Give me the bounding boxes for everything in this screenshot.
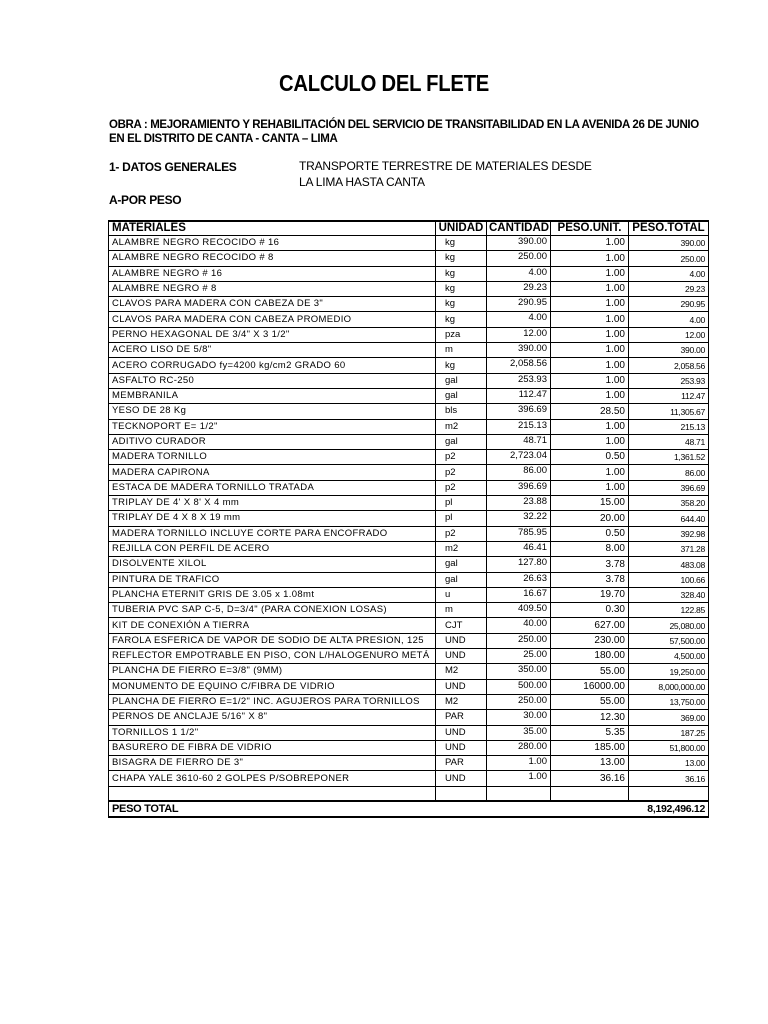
- cell-peso-total: 48.71: [629, 434, 709, 449]
- cell-cantidad: 32.22: [487, 511, 551, 526]
- cell-cantidad: 48.71: [487, 434, 551, 449]
- cell-peso-unit: 13.00: [551, 756, 629, 771]
- cell-material: DISOLVENTE XILOL: [109, 557, 436, 572]
- cell-peso-unit: 55.00: [551, 694, 629, 709]
- cell-peso-total: 250.00: [629, 251, 709, 266]
- cell-peso-total: 483.08: [629, 557, 709, 572]
- cell-unidad: PAR: [436, 710, 487, 725]
- cell-peso-unit: 1.00: [551, 480, 629, 495]
- cell-material: PINTURA DE TRAFICO: [109, 572, 436, 587]
- cell-cantidad: 12.00: [487, 327, 551, 342]
- cell-unidad: u: [436, 587, 487, 602]
- total-value: 8,192,496.12: [629, 801, 709, 817]
- cell-peso-total: 19,250.00: [629, 664, 709, 679]
- cell-unidad: p2: [436, 465, 487, 480]
- table-row: [109, 618, 709, 633]
- table-row: [109, 388, 709, 403]
- cell-unidad: kg: [436, 251, 487, 266]
- cell-peso-total: 100.66: [629, 572, 709, 587]
- cell-cantidad: 500.00: [487, 679, 551, 694]
- cell-peso-total: 253.93: [629, 373, 709, 388]
- table-row: [109, 373, 709, 388]
- cell-peso-total: 4.00: [629, 312, 709, 327]
- cell-unidad: m: [436, 603, 487, 618]
- cell-peso-total: 51,800.00: [629, 740, 709, 755]
- cell-peso-unit: 15.00: [551, 496, 629, 511]
- cell-material: PLANCHA DE FIERRO E=3/8" (9MM): [109, 664, 436, 679]
- table-row: [109, 572, 709, 587]
- cell-unidad: kg: [436, 358, 487, 373]
- cell-peso-unit: 36.16: [551, 771, 629, 786]
- cell-cantidad: 4.00: [487, 312, 551, 327]
- cell-cantidad: 250.00: [487, 694, 551, 709]
- cell-peso-total: 371.28: [629, 541, 709, 556]
- cell-cantidad: 2,723.04: [487, 450, 551, 465]
- cell-cantidad: 253.93: [487, 373, 551, 388]
- table-row: [109, 710, 709, 725]
- cell-unidad: p2: [436, 480, 487, 495]
- cell-peso-unit: 1.00: [551, 388, 629, 403]
- table-row: [109, 541, 709, 556]
- cell-material: ALAMBRE NEGRO # 8: [109, 281, 436, 296]
- cell-peso-unit: 1.00: [551, 236, 629, 251]
- empty-cell: [551, 786, 629, 801]
- cell-material: YESO DE 28 Kg: [109, 404, 436, 419]
- cell-material: ALAMBRE NEGRO # 16: [109, 266, 436, 281]
- cell-material: CHAPA YALE 3610-60 2 GOLPES P/SOBREPONER: [109, 771, 436, 786]
- table-row: [109, 496, 709, 511]
- cell-material: PERNOS DE ANCLAJE 5/16" X 8": [109, 710, 436, 725]
- cell-unidad: m: [436, 343, 487, 358]
- cell-peso-total: 290.95: [629, 297, 709, 312]
- cell-unidad: CJT: [436, 618, 487, 633]
- cell-material: ALAMBRE NEGRO RECOCIDO # 16: [109, 236, 436, 251]
- cell-unidad: p2: [436, 450, 487, 465]
- cell-cantidad: 250.00: [487, 633, 551, 648]
- cell-peso-total: 644.40: [629, 511, 709, 526]
- cell-unidad: UND: [436, 725, 487, 740]
- cell-cantidad: 86.00: [487, 465, 551, 480]
- table-row: [109, 358, 709, 373]
- cell-peso-total: 25,080.00: [629, 618, 709, 633]
- cell-peso-total: 86.00: [629, 465, 709, 480]
- table-row: [109, 297, 709, 312]
- cell-peso-total: 57,500.00: [629, 633, 709, 648]
- cell-peso-total: 396.69: [629, 480, 709, 495]
- cell-material: ADITIVO CURADOR: [109, 434, 436, 449]
- cell-cantidad: 396.69: [487, 480, 551, 495]
- cell-cantidad: 250.00: [487, 251, 551, 266]
- cell-material: BASURERO DE FIBRA DE VIDRIO: [109, 740, 436, 755]
- cell-peso-total: 4.00: [629, 266, 709, 281]
- cell-peso-unit: 20.00: [551, 511, 629, 526]
- cell-material: MEMBRANILA: [109, 388, 436, 403]
- cell-cantidad: 409.50: [487, 603, 551, 618]
- cell-cantidad: 215.13: [487, 419, 551, 434]
- cell-peso-unit: 0.50: [551, 526, 629, 541]
- cell-peso-total: 369.00: [629, 710, 709, 725]
- cell-peso-unit: 627.00: [551, 618, 629, 633]
- table-total-row: [109, 801, 709, 817]
- cell-material: MADERA TORNILLO INCLUYE CORTE PARA ENCOFRADO: [109, 526, 436, 541]
- cell-peso-unit: 55.00: [551, 664, 629, 679]
- empty-cell: [109, 786, 436, 801]
- total-label: PESO TOTAL: [109, 801, 436, 817]
- table-row: [109, 480, 709, 495]
- total-spacer: [487, 801, 551, 817]
- table-row: [109, 450, 709, 465]
- cell-unidad: gal: [436, 434, 487, 449]
- cell-peso-total: 13.00: [629, 756, 709, 771]
- materials-table: [108, 220, 709, 818]
- cell-material: FAROLA ESFERICA DE VAPOR DE SODIO DE ALTA PRESION, 125: [109, 633, 436, 648]
- cell-unidad: kg: [436, 297, 487, 312]
- table-row: [109, 756, 709, 771]
- cell-unidad: m2: [436, 419, 487, 434]
- cell-cantidad: 4.00: [487, 266, 551, 281]
- cell-peso-total: 4,500.00: [629, 649, 709, 664]
- cell-peso-unit: 180.00: [551, 649, 629, 664]
- cell-cantidad: 30.00: [487, 710, 551, 725]
- table-row: [109, 633, 709, 648]
- cell-unidad: kg: [436, 312, 487, 327]
- section-por-peso: A-POR PESO: [109, 193, 182, 207]
- cell-cantidad: 785.95: [487, 526, 551, 541]
- cell-material: MONUMENTO DE EQUINO C/FIBRA DE VIDRIO: [109, 679, 436, 694]
- cell-material: BISAGRA DE FIERRO DE 3": [109, 756, 436, 771]
- cell-unidad: gal: [436, 557, 487, 572]
- cell-peso-unit: 16000.00: [551, 679, 629, 694]
- cell-unidad: UND: [436, 679, 487, 694]
- cell-material: CLAVOS PARA MADERA CON CABEZA DE 3": [109, 297, 436, 312]
- cell-unidad: UND: [436, 633, 487, 648]
- cell-unidad: pza: [436, 327, 487, 342]
- document-title: CALCULO DEL FLETE: [279, 70, 489, 96]
- cell-material: TORNILLOS 1 1/2": [109, 725, 436, 740]
- total-spacer: [436, 801, 487, 817]
- obra-description: OBRA : MEJORAMIENTO Y REHABILITACIÓN DEL SERVICIO DE TRANSITABILIDAD EN LA AVENIDA 26 DE JUNIO EN EL DISTRITO DE CANTA - CANTA – LIMA: [109, 119, 699, 145]
- cell-unidad: UND: [436, 740, 487, 755]
- section-datos-generales: 1- DATOS GENERALES: [109, 160, 237, 174]
- table-row: [109, 419, 709, 434]
- cell-peso-total: 2,058.56: [629, 358, 709, 373]
- total-spacer: [551, 801, 629, 817]
- transport-line-2: LA LIMA HASTA CANTA: [299, 175, 425, 189]
- empty-cell: [436, 786, 487, 801]
- cell-material: TRIPLAY DE 4 X 8 X 19 mm: [109, 511, 436, 526]
- table-row: [109, 771, 709, 786]
- cell-material: KIT DE CONEXIÓN A TIERRA: [109, 618, 436, 633]
- cell-cantidad: 23.88: [487, 496, 551, 511]
- cell-peso-total: 12.00: [629, 327, 709, 342]
- cell-peso-total: 29.23: [629, 281, 709, 296]
- cell-material: REJILLA CON PERFIL DE ACERO: [109, 541, 436, 556]
- cell-peso-total: 187.25: [629, 725, 709, 740]
- materials-table-body: [109, 221, 709, 817]
- cell-peso-unit: 1.00: [551, 266, 629, 281]
- cell-cantidad: 1.00: [487, 771, 551, 786]
- cell-material: PLANCHA DE FIERRO E=1/2" INC. AGUJEROS PARA TORNILLOS: [109, 694, 436, 709]
- cell-peso-unit: 1.00: [551, 312, 629, 327]
- table-row: [109, 679, 709, 694]
- cell-cantidad: 40.00: [487, 618, 551, 633]
- table-row: [109, 511, 709, 526]
- cell-peso-total: 215.13: [629, 419, 709, 434]
- cell-cantidad: 16.67: [487, 587, 551, 602]
- cell-unidad: gal: [436, 388, 487, 403]
- cell-peso-total: 392.98: [629, 526, 709, 541]
- cell-peso-total: 11,305.67: [629, 404, 709, 419]
- cell-unidad: UND: [436, 771, 487, 786]
- header-peso-unit: PESO.UNIT.: [551, 221, 629, 236]
- cell-peso-unit: 0.30: [551, 603, 629, 618]
- cell-peso-total: 358.20: [629, 496, 709, 511]
- table-row: [109, 694, 709, 709]
- cell-cantidad: 390.00: [487, 236, 551, 251]
- cell-peso-unit: 1.00: [551, 251, 629, 266]
- cell-peso-unit: 12.30: [551, 710, 629, 725]
- table-row: [109, 281, 709, 296]
- table-row: [109, 236, 709, 251]
- cell-peso-unit: 19.70: [551, 587, 629, 602]
- cell-peso-total: 390.00: [629, 343, 709, 358]
- cell-peso-unit: 1.00: [551, 343, 629, 358]
- cell-material: TECKNOPORT E= 1/2": [109, 419, 436, 434]
- cell-unidad: m2: [436, 541, 487, 556]
- cell-peso-unit: 5.35: [551, 725, 629, 740]
- transport-description: [299, 158, 592, 190]
- cell-material: ACERO CORRUGADO fy=4200 kg/cm2 GRADO 60: [109, 358, 436, 373]
- cell-peso-unit: 1.00: [551, 465, 629, 480]
- cell-unidad: pl: [436, 496, 487, 511]
- table-row: [109, 327, 709, 342]
- cell-material: ALAMBRE NEGRO RECOCIDO # 8: [109, 251, 436, 266]
- table-row: [109, 603, 709, 618]
- transport-line-1: TRANSPORTE TERRESTRE DE MATERIALES DESDE: [299, 159, 592, 173]
- cell-peso-unit: 1.00: [551, 327, 629, 342]
- cell-peso-unit: 1.00: [551, 373, 629, 388]
- cell-unidad: bls: [436, 404, 487, 419]
- cell-peso-total: 1,361.52: [629, 450, 709, 465]
- table-row: [109, 266, 709, 281]
- cell-cantidad: 290.95: [487, 297, 551, 312]
- cell-cantidad: 46.41: [487, 541, 551, 556]
- table-header-row: [109, 221, 709, 236]
- cell-peso-unit: 8.00: [551, 541, 629, 556]
- table-row: [109, 526, 709, 541]
- cell-peso-total: 122.85: [629, 603, 709, 618]
- table-row: [109, 404, 709, 419]
- table-row: [109, 434, 709, 449]
- cell-cantidad: 29.23: [487, 281, 551, 296]
- cell-material: ESTACA DE MADERA TORNILLO TRATADA: [109, 480, 436, 495]
- cell-unidad: M2: [436, 694, 487, 709]
- header-peso-total: PESO.TOTAL: [629, 221, 709, 236]
- cell-material: REFLECTOR EMPOTRABLE EN PISO, CON L/HALOGENURO METÁ: [109, 649, 436, 664]
- cell-peso-unit: 185.00: [551, 740, 629, 755]
- cell-peso-total: 390.00: [629, 236, 709, 251]
- cell-material: MADERA CAPIRONA: [109, 465, 436, 480]
- cell-peso-total: 13,750.00: [629, 694, 709, 709]
- cell-cantidad: 35.00: [487, 725, 551, 740]
- table-row: [109, 343, 709, 358]
- cell-cantidad: 390.00: [487, 343, 551, 358]
- cell-cantidad: 25.00: [487, 649, 551, 664]
- header-materiales: MATERIALES: [109, 221, 436, 236]
- cell-cantidad: 1.00: [487, 756, 551, 771]
- cell-peso-unit: 3.78: [551, 557, 629, 572]
- cell-peso-total: 36.16: [629, 771, 709, 786]
- table-row: [109, 649, 709, 664]
- cell-unidad: gal: [436, 572, 487, 587]
- cell-peso-total: 112.47: [629, 388, 709, 403]
- cell-peso-unit: 1.00: [551, 358, 629, 373]
- cell-peso-total: 8,000,000.00: [629, 679, 709, 694]
- cell-unidad: kg: [436, 266, 487, 281]
- table-row: [109, 465, 709, 480]
- cell-peso-unit: 1.00: [551, 281, 629, 296]
- cell-material: TRIPLAY DE 4' X 8' X 4 mm: [109, 496, 436, 511]
- cell-material: PERNO HEXAGONAL DE 3/4" X 3 1/2": [109, 327, 436, 342]
- table-row: [109, 725, 709, 740]
- cell-cantidad: 350.00: [487, 664, 551, 679]
- cell-cantidad: 396.69: [487, 404, 551, 419]
- cell-cantidad: 2,058.56: [487, 358, 551, 373]
- cell-unidad: p2: [436, 526, 487, 541]
- header-unidad: UNIDAD: [436, 221, 487, 236]
- cell-unidad: kg: [436, 236, 487, 251]
- cell-cantidad: 26.63: [487, 572, 551, 587]
- cell-material: MADERA TORNILLO: [109, 450, 436, 465]
- cell-peso-unit: 28.50: [551, 404, 629, 419]
- cell-peso-unit: 1.00: [551, 297, 629, 312]
- table-row: [109, 740, 709, 755]
- cell-unidad: pl: [436, 511, 487, 526]
- cell-unidad: kg: [436, 281, 487, 296]
- cell-cantidad: 127.80: [487, 557, 551, 572]
- cell-material: TUBERIA PVC SAP C-5, D=3/4" (PARA CONEXION LOSAS): [109, 603, 436, 618]
- cell-unidad: gal: [436, 373, 487, 388]
- table-row: [109, 312, 709, 327]
- cell-peso-unit: 1.00: [551, 419, 629, 434]
- header-cantidad: CANTIDAD: [487, 221, 551, 236]
- cell-peso-unit: 0.50: [551, 450, 629, 465]
- cell-unidad: UND: [436, 649, 487, 664]
- table-row: [109, 664, 709, 679]
- cell-peso-total: 328.40: [629, 587, 709, 602]
- cell-material: ACERO LISO DE 5/8": [109, 343, 436, 358]
- empty-cell: [629, 786, 709, 801]
- table-row: [109, 557, 709, 572]
- empty-cell: [487, 786, 551, 801]
- cell-peso-unit: 1.00: [551, 434, 629, 449]
- table-blank-row: [109, 786, 709, 801]
- cell-material: PLANCHA ETERNIT GRIS DE 3.05 x 1.08mt: [109, 587, 436, 602]
- cell-material: ASFALTO RC-250: [109, 373, 436, 388]
- cell-cantidad: 280.00: [487, 740, 551, 755]
- table-row: [109, 251, 709, 266]
- cell-cantidad: 112.47: [487, 388, 551, 403]
- cell-unidad: M2: [436, 664, 487, 679]
- table-row: [109, 587, 709, 602]
- cell-peso-unit: 3.78: [551, 572, 629, 587]
- cell-unidad: PAR: [436, 756, 487, 771]
- cell-material: CLAVOS PARA MADERA CON CABEZA PROMEDIO: [109, 312, 436, 327]
- cell-peso-unit: 230.00: [551, 633, 629, 648]
